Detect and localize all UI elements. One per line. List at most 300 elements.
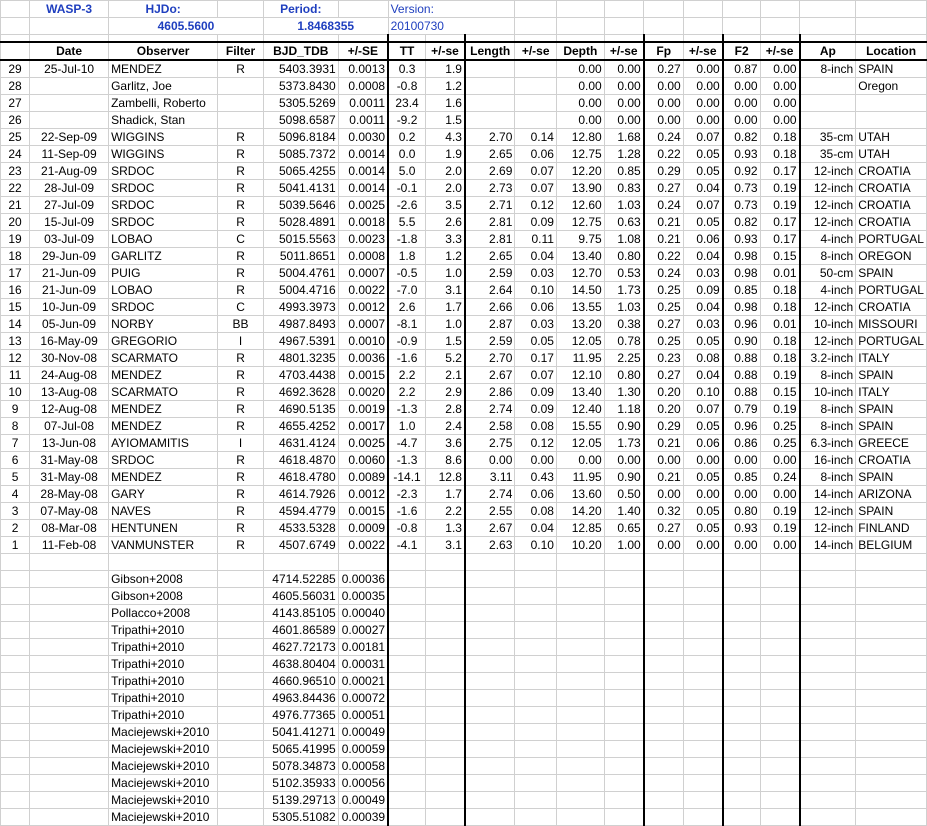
table-cell[interactable]: 27: [1, 95, 30, 112]
table-cell[interactable]: 0.15: [760, 384, 799, 401]
table-cell[interactable]: 0.00: [760, 95, 799, 112]
period-value-cell[interactable]: 1.8468355: [263, 18, 388, 35]
table-cell[interactable]: 3.5: [425, 197, 464, 214]
table-cell[interactable]: 15: [1, 299, 30, 316]
table-cell[interactable]: 1.03: [604, 197, 643, 214]
literature-source-cell[interactable]: Maciejewski+2010: [109, 792, 218, 809]
table-cell[interactable]: 0.00: [556, 112, 604, 129]
empty-cell[interactable]: [1, 605, 30, 622]
empty-cell[interactable]: [515, 656, 557, 673]
table-cell[interactable]: 12.05: [556, 435, 604, 452]
literature-se-cell[interactable]: 0.00051: [338, 707, 388, 724]
table-cell[interactable]: 12.60: [556, 197, 604, 214]
table-cell[interactable]: 29-Jun-09: [30, 248, 109, 265]
table-cell[interactable]: GARY: [109, 486, 218, 503]
empty-cell[interactable]: [604, 792, 643, 809]
table-cell[interactable]: 0.92: [723, 163, 760, 180]
empty-cell[interactable]: [723, 758, 760, 775]
empty-cell[interactable]: [723, 605, 760, 622]
table-cell[interactable]: 2.65: [465, 248, 515, 265]
empty-cell[interactable]: [683, 775, 722, 792]
table-cell[interactable]: 5098.6587: [263, 112, 338, 129]
literature-source-cell[interactable]: Maciejewski+2010: [109, 775, 218, 792]
table-cell[interactable]: 11-Sep-09: [30, 146, 109, 163]
table-cell[interactable]: 16-inch: [800, 452, 856, 469]
literature-se-cell[interactable]: 0.00039: [338, 809, 388, 826]
table-cell[interactable]: 12.75: [556, 146, 604, 163]
table-cell[interactable]: 4703.4438: [263, 367, 338, 384]
header-length-7[interactable]: Length: [465, 42, 515, 60]
table-cell[interactable]: 16: [1, 282, 30, 299]
table-cell[interactable]: 0.00: [515, 452, 557, 469]
table-cell[interactable]: 0.0013: [338, 60, 388, 78]
table-cell[interactable]: 0.88: [723, 367, 760, 384]
empty-cell[interactable]: [800, 673, 856, 690]
table-cell[interactable]: 0.0014: [338, 146, 388, 163]
table-cell[interactable]: AYIOMAMITIS: [109, 435, 218, 452]
literature-source-cell[interactable]: Tripathi+2010: [109, 707, 218, 724]
table-cell[interactable]: 2.6: [425, 214, 464, 231]
empty-cell[interactable]: [1, 809, 30, 826]
table-cell[interactable]: MENDEZ: [109, 60, 218, 78]
table-cell[interactable]: 0.00: [556, 60, 604, 78]
empty-cell[interactable]: [1, 707, 30, 724]
literature-source-cell[interactable]: Tripathi+2010: [109, 622, 218, 639]
table-cell[interactable]: 3.1: [425, 537, 464, 554]
empty-cell[interactable]: [30, 690, 109, 707]
literature-source-cell[interactable]: Maciejewski+2010: [109, 724, 218, 741]
table-cell[interactable]: R: [218, 60, 264, 78]
empty-cell[interactable]: [800, 571, 856, 588]
table-cell[interactable]: 0.18: [760, 129, 799, 146]
table-cell[interactable]: LOBAO: [109, 231, 218, 248]
header--se-10[interactable]: +/-se: [604, 42, 643, 60]
header--se-8[interactable]: +/-se: [515, 42, 557, 60]
table-cell[interactable]: 0.0018: [338, 214, 388, 231]
table-cell[interactable]: 10.20: [556, 537, 604, 554]
table-cell[interactable]: 30-Nov-08: [30, 350, 109, 367]
table-cell[interactable]: GREGORIO: [109, 333, 218, 350]
table-cell[interactable]: SPAIN: [856, 503, 927, 520]
table-cell[interactable]: 0.18: [760, 146, 799, 163]
table-cell[interactable]: 0.06: [683, 231, 722, 248]
empty-cell[interactable]: [1, 639, 30, 656]
table-cell[interactable]: 0.04: [515, 248, 557, 265]
table-cell[interactable]: 0.03: [515, 316, 557, 333]
empty-cell[interactable]: [604, 588, 643, 605]
empty-cell[interactable]: [856, 741, 927, 758]
table-cell[interactable]: SPAIN: [856, 401, 927, 418]
table-cell[interactable]: 0.00: [723, 452, 760, 469]
table-cell[interactable]: 5015.5563: [263, 231, 338, 248]
empty-cell[interactable]: [856, 809, 927, 826]
empty-cell[interactable]: [556, 639, 604, 656]
empty-cell[interactable]: [465, 690, 515, 707]
empty-cell[interactable]: [515, 758, 557, 775]
literature-source-cell[interactable]: Pollacco+2008: [109, 605, 218, 622]
table-cell[interactable]: 2.70: [465, 129, 515, 146]
empty-cell[interactable]: [465, 741, 515, 758]
empty-cell[interactable]: [218, 724, 264, 741]
table-cell[interactable]: 0.27: [644, 367, 683, 384]
table-cell[interactable]: 0.25: [644, 333, 683, 350]
table-cell[interactable]: 13-Jun-08: [30, 435, 109, 452]
table-cell[interactable]: 5011.8651: [263, 248, 338, 265]
table-cell[interactable]: 1.0: [425, 265, 464, 282]
empty-cell[interactable]: [465, 656, 515, 673]
table-cell[interactable]: 8-inch: [800, 401, 856, 418]
table-cell[interactable]: 4618.4870: [263, 452, 338, 469]
table-cell[interactable]: R: [218, 401, 264, 418]
literature-se-cell[interactable]: 0.00027: [338, 622, 388, 639]
table-cell[interactable]: 19: [1, 231, 30, 248]
table-cell[interactable]: 1.73: [604, 282, 643, 299]
table-cell[interactable]: 0.04: [515, 520, 557, 537]
empty-cell[interactable]: [723, 588, 760, 605]
table-cell[interactable]: 5085.7372: [263, 146, 338, 163]
table-cell[interactable]: PUIG: [109, 265, 218, 282]
table-cell[interactable]: [465, 60, 515, 78]
table-cell[interactable]: 0.05: [683, 333, 722, 350]
table-cell[interactable]: [30, 112, 109, 129]
table-cell[interactable]: R: [218, 537, 264, 554]
table-cell[interactable]: R: [218, 418, 264, 435]
table-cell[interactable]: 0.00: [723, 537, 760, 554]
empty-cell[interactable]: [856, 656, 927, 673]
empty-cell[interactable]: [1, 571, 30, 588]
table-cell[interactable]: 0.03: [683, 316, 722, 333]
empty-cell[interactable]: [515, 809, 557, 826]
empty-cell[interactable]: [388, 707, 425, 724]
table-cell[interactable]: -1.6: [388, 503, 425, 520]
table-cell[interactable]: 0.09: [515, 401, 557, 418]
table-cell[interactable]: 0.27: [644, 60, 683, 78]
empty-cell[interactable]: [856, 792, 927, 809]
table-cell[interactable]: 27-Jul-09: [30, 197, 109, 214]
table-cell[interactable]: 0.0007: [338, 265, 388, 282]
empty-cell[interactable]: [1, 622, 30, 639]
table-cell[interactable]: SPAIN: [856, 418, 927, 435]
empty-cell[interactable]: [556, 741, 604, 758]
empty-cell[interactable]: [760, 571, 799, 588]
table-cell[interactable]: CROATIA: [856, 299, 927, 316]
table-cell[interactable]: 28: [1, 78, 30, 95]
table-cell[interactable]: 1.7: [425, 299, 464, 316]
header-f2-13[interactable]: F2: [723, 42, 760, 60]
empty-cell[interactable]: [465, 605, 515, 622]
empty-cell[interactable]: [644, 741, 683, 758]
table-cell[interactable]: 7: [1, 435, 30, 452]
empty-cell[interactable]: [425, 656, 464, 673]
empty-cell[interactable]: [800, 724, 856, 741]
table-cell[interactable]: -4.7: [388, 435, 425, 452]
empty-cell[interactable]: [1, 673, 30, 690]
table-cell[interactable]: 0.0019: [338, 401, 388, 418]
empty-cell[interactable]: [30, 605, 109, 622]
literature-source-cell[interactable]: Gibson+2008: [109, 571, 218, 588]
empty-cell[interactable]: [425, 673, 464, 690]
empty-cell[interactable]: [683, 673, 722, 690]
table-cell[interactable]: 0.96: [723, 316, 760, 333]
empty-cell[interactable]: [425, 775, 464, 792]
table-cell[interactable]: 0.25: [760, 418, 799, 435]
table-cell[interactable]: 8-inch: [800, 418, 856, 435]
table-cell[interactable]: R: [218, 265, 264, 282]
table-cell[interactable]: 0.90: [604, 418, 643, 435]
table-cell[interactable]: 13.40: [556, 248, 604, 265]
empty-cell[interactable]: [218, 809, 264, 826]
table-cell[interactable]: 10-inch: [800, 384, 856, 401]
table-cell[interactable]: 0.14: [515, 129, 557, 146]
literature-se-cell[interactable]: 0.00040: [338, 605, 388, 622]
empty-cell[interactable]: [644, 775, 683, 792]
table-cell[interactable]: NORBY: [109, 316, 218, 333]
empty-cell[interactable]: [723, 741, 760, 758]
table-cell[interactable]: -1.3: [388, 452, 425, 469]
literature-source-cell[interactable]: Tripathi+2010: [109, 656, 218, 673]
empty-cell[interactable]: [723, 724, 760, 741]
table-cell[interactable]: 0.04: [683, 248, 722, 265]
literature-source-cell[interactable]: Tripathi+2010: [109, 690, 218, 707]
table-cell[interactable]: 2.66: [465, 299, 515, 316]
table-cell[interactable]: 0.88: [723, 350, 760, 367]
table-cell[interactable]: 0.43: [515, 469, 557, 486]
table-cell[interactable]: 14: [1, 316, 30, 333]
table-cell[interactable]: 0.21: [644, 435, 683, 452]
table-cell[interactable]: R: [218, 129, 264, 146]
table-cell[interactable]: 0.21: [644, 231, 683, 248]
empty-cell[interactable]: [604, 690, 643, 707]
period-label-cell[interactable]: Period:: [263, 1, 338, 18]
table-cell[interactable]: 2.25: [604, 350, 643, 367]
literature-bjd-cell[interactable]: 4605.56031: [263, 588, 338, 605]
table-cell[interactable]: 1.0: [425, 316, 464, 333]
table-cell[interactable]: 2.9: [425, 384, 464, 401]
empty-cell[interactable]: [1, 724, 30, 741]
table-cell[interactable]: 0.93: [723, 146, 760, 163]
table-cell[interactable]: 0.00: [723, 112, 760, 129]
table-cell[interactable]: 5039.5646: [263, 197, 338, 214]
literature-se-cell[interactable]: 0.00035: [338, 588, 388, 605]
table-cell[interactable]: -1.8: [388, 231, 425, 248]
table-cell[interactable]: SRDOC: [109, 299, 218, 316]
empty-cell[interactable]: [30, 673, 109, 690]
table-cell[interactable]: [800, 112, 856, 129]
empty-cell[interactable]: [604, 707, 643, 724]
table-cell[interactable]: 13.40: [556, 384, 604, 401]
empty-cell[interactable]: [1, 656, 30, 673]
empty-cell[interactable]: [30, 571, 109, 588]
table-cell[interactable]: 0.22: [644, 248, 683, 265]
literature-source-cell[interactable]: Maciejewski+2010: [109, 809, 218, 826]
table-cell[interactable]: 0.53: [604, 265, 643, 282]
empty-cell[interactable]: [465, 724, 515, 741]
empty-cell[interactable]: [644, 707, 683, 724]
table-cell[interactable]: BELGIUM: [856, 537, 927, 554]
table-cell[interactable]: 0.24: [760, 469, 799, 486]
table-cell[interactable]: 0.12: [515, 197, 557, 214]
empty-cell[interactable]: [644, 571, 683, 588]
table-cell[interactable]: 0.00: [683, 112, 722, 129]
table-cell[interactable]: 15-Jul-09: [30, 214, 109, 231]
table-cell[interactable]: CROATIA: [856, 180, 927, 197]
table-cell[interactable]: FINLAND: [856, 520, 927, 537]
header-fp-11[interactable]: Fp: [644, 42, 683, 60]
table-cell[interactable]: 0.00: [760, 78, 799, 95]
table-cell[interactable]: UTAH: [856, 129, 927, 146]
empty-cell[interactable]: [30, 588, 109, 605]
empty-cell[interactable]: [800, 639, 856, 656]
table-cell[interactable]: 0.00: [760, 486, 799, 503]
table-cell[interactable]: 0.27: [644, 316, 683, 333]
empty-cell[interactable]: [856, 758, 927, 775]
table-cell[interactable]: -7.0: [388, 282, 425, 299]
table-cell[interactable]: 0.00: [644, 95, 683, 112]
empty-cell[interactable]: [388, 809, 425, 826]
empty-cell[interactable]: [723, 656, 760, 673]
table-cell[interactable]: 20: [1, 214, 30, 231]
table-cell[interactable]: 0.00: [556, 95, 604, 112]
empty-cell[interactable]: [515, 622, 557, 639]
header-ap-15[interactable]: Ap: [800, 42, 856, 60]
table-cell[interactable]: [465, 95, 515, 112]
empty-cell[interactable]: [644, 605, 683, 622]
table-cell[interactable]: 4618.4780: [263, 469, 338, 486]
table-cell[interactable]: -9.2: [388, 112, 425, 129]
literature-se-cell[interactable]: 0.00181: [338, 639, 388, 656]
table-cell[interactable]: 31-May-08: [30, 452, 109, 469]
empty-cell[interactable]: [800, 792, 856, 809]
table-cell[interactable]: 12-inch: [800, 180, 856, 197]
table-cell[interactable]: 0.00: [644, 537, 683, 554]
empty-cell[interactable]: [388, 622, 425, 639]
table-cell[interactable]: 0.29: [644, 418, 683, 435]
table-cell[interactable]: 0.18: [760, 350, 799, 367]
literature-se-cell[interactable]: 0.00036: [338, 571, 388, 588]
empty-cell[interactable]: [856, 724, 927, 741]
table-cell[interactable]: 2.2: [388, 367, 425, 384]
table-cell[interactable]: 4594.4779: [263, 503, 338, 520]
table-cell[interactable]: SRDOC: [109, 197, 218, 214]
empty-cell[interactable]: [856, 588, 927, 605]
empty-cell[interactable]: [388, 758, 425, 775]
table-cell[interactable]: 3: [1, 503, 30, 520]
table-cell[interactable]: 0.00: [556, 78, 604, 95]
table-cell[interactable]: NAVES: [109, 503, 218, 520]
table-cell[interactable]: -4.1: [388, 537, 425, 554]
table-cell[interactable]: 8-inch: [800, 60, 856, 78]
table-cell[interactable]: 0.19: [760, 520, 799, 537]
table-cell[interactable]: R: [218, 384, 264, 401]
literature-se-cell[interactable]: 0.00021: [338, 673, 388, 690]
header-bjd-tdb-3[interactable]: BJD_TDB: [263, 42, 338, 60]
table-cell[interactable]: 0.21: [644, 469, 683, 486]
table-cell[interactable]: 24: [1, 146, 30, 163]
table-cell[interactable]: 2.6: [388, 299, 425, 316]
empty-cell[interactable]: [556, 571, 604, 588]
empty-cell[interactable]: [723, 775, 760, 792]
table-cell[interactable]: 1.5: [425, 333, 464, 350]
empty-cell[interactable]: [723, 571, 760, 588]
literature-se-cell[interactable]: 0.00056: [338, 775, 388, 792]
table-cell[interactable]: 2.86: [465, 384, 515, 401]
table-cell[interactable]: 0.0025: [338, 197, 388, 214]
table-cell[interactable]: 0.90: [604, 469, 643, 486]
literature-source-cell[interactable]: Maciejewski+2010: [109, 741, 218, 758]
table-cell[interactable]: 12.85: [556, 520, 604, 537]
table-cell[interactable]: 28-Jul-09: [30, 180, 109, 197]
table-cell[interactable]: [856, 95, 927, 112]
literature-se-cell[interactable]: 0.00058: [338, 758, 388, 775]
table-cell[interactable]: 12.70: [556, 265, 604, 282]
table-cell[interactable]: SRDOC: [109, 214, 218, 231]
empty-cell[interactable]: [465, 588, 515, 605]
table-cell[interactable]: 0.07: [515, 367, 557, 384]
literature-bjd-cell[interactable]: 4601.86589: [263, 622, 338, 639]
empty-cell[interactable]: [683, 707, 722, 724]
empty-cell[interactable]: [856, 673, 927, 690]
table-cell[interactable]: [515, 78, 557, 95]
table-cell[interactable]: 0.03: [515, 265, 557, 282]
table-cell[interactable]: 5305.5269: [263, 95, 338, 112]
table-cell[interactable]: 0.05: [683, 469, 722, 486]
table-cell[interactable]: 4655.4252: [263, 418, 338, 435]
table-cell[interactable]: I: [218, 435, 264, 452]
table-cell[interactable]: 0.07: [515, 180, 557, 197]
literature-bjd-cell[interactable]: 5041.41271: [263, 724, 338, 741]
empty-cell[interactable]: [856, 690, 927, 707]
table-cell[interactable]: 2.55: [465, 503, 515, 520]
empty-cell[interactable]: [760, 690, 799, 707]
table-cell[interactable]: -0.9: [388, 333, 425, 350]
table-cell[interactable]: HENTUNEN: [109, 520, 218, 537]
header--se-4[interactable]: +/-SE: [338, 42, 388, 60]
empty-cell[interactable]: [388, 724, 425, 741]
table-cell[interactable]: 0.0007: [338, 316, 388, 333]
table-cell[interactable]: 15.55: [556, 418, 604, 435]
header-location-16[interactable]: Location: [856, 42, 927, 60]
table-cell[interactable]: 0.27: [644, 520, 683, 537]
table-cell[interactable]: [515, 112, 557, 129]
empty-cell[interactable]: [30, 639, 109, 656]
empty-cell[interactable]: [723, 622, 760, 639]
table-cell[interactable]: 25: [1, 129, 30, 146]
table-cell[interactable]: 0.83: [604, 180, 643, 197]
table-cell[interactable]: BB: [218, 316, 264, 333]
table-cell[interactable]: R: [218, 367, 264, 384]
table-cell[interactable]: 0.00: [644, 486, 683, 503]
empty-cell[interactable]: [760, 775, 799, 792]
table-cell[interactable]: 12.10: [556, 367, 604, 384]
table-cell[interactable]: 1.28: [604, 146, 643, 163]
table-cell[interactable]: 1.00: [604, 537, 643, 554]
table-cell[interactable]: SRDOC: [109, 163, 218, 180]
table-cell[interactable]: 1.9: [425, 60, 464, 78]
table-cell[interactable]: 0.00: [723, 486, 760, 503]
table-cell[interactable]: R: [218, 486, 264, 503]
table-cell[interactable]: 23: [1, 163, 30, 180]
table-cell[interactable]: 0.09: [515, 384, 557, 401]
table-cell[interactable]: 4533.5328: [263, 520, 338, 537]
table-cell[interactable]: 0.07: [683, 197, 722, 214]
table-cell[interactable]: 12-inch: [800, 503, 856, 520]
table-cell[interactable]: 0.25: [644, 282, 683, 299]
empty-cell[interactable]: [856, 639, 927, 656]
target-name-cell[interactable]: WASP-3: [30, 1, 109, 18]
table-cell[interactable]: 0.0060: [338, 452, 388, 469]
empty-cell[interactable]: [556, 724, 604, 741]
empty-cell[interactable]: [760, 707, 799, 724]
